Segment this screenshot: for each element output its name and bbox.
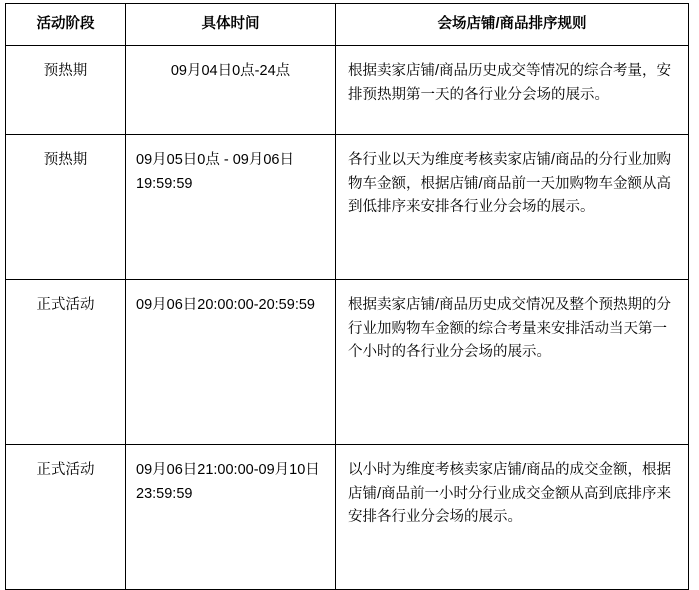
column-header-time: 具体时间 <box>126 4 336 46</box>
table-row <box>6 445 689 590</box>
table-header-row <box>6 4 689 46</box>
table-row <box>6 280 689 445</box>
table-row <box>6 46 689 135</box>
cell-rule: 各行业以天为维度考核卖家店铺/商品的分行业加购物车金额，根据店铺/商品前一天加购物车金额从高到低排序来安排各行业分会场的展示。 <box>336 135 689 280</box>
cell-time: 09月05日0点 - 09月06日19:59:59 <box>126 135 336 280</box>
sorting-rules-table <box>5 3 689 590</box>
rules-table-container <box>0 3 699 590</box>
cell-rule: 以小时为维度考核卖家店铺/商品的成交金额，根据店铺/商品前一小时分行业成交金额从高到底排序来安排各行业分会场的展示。 <box>336 445 689 590</box>
table-row <box>6 135 689 280</box>
cell-phase: 正式活动 <box>6 445 126 590</box>
cell-time: 09月04日0点-24点 <box>126 46 336 135</box>
cell-time: 09月06日20:00:00-20:59:59 <box>126 280 336 445</box>
cell-time: 09月06日21:00:00-09月10日23:59:59 <box>126 445 336 590</box>
cell-phase: 预热期 <box>6 46 126 135</box>
cell-rule: 根据卖家店铺/商品历史成交等情况的综合考量，安排预热期第一天的各行业分会场的展示。 <box>336 46 689 135</box>
cell-phase: 预热期 <box>6 135 126 280</box>
column-header-rule: 会场店铺/商品排序规则 <box>336 4 689 46</box>
cell-phase: 正式活动 <box>6 280 126 445</box>
column-header-phase: 活动阶段 <box>6 4 126 46</box>
cell-rule: 根据卖家店铺/商品历史成交情况及整个预热期的分行业加购物车金额的综合考量来安排活动当天第一个小时的各行业分会场的展示。 <box>336 280 689 445</box>
